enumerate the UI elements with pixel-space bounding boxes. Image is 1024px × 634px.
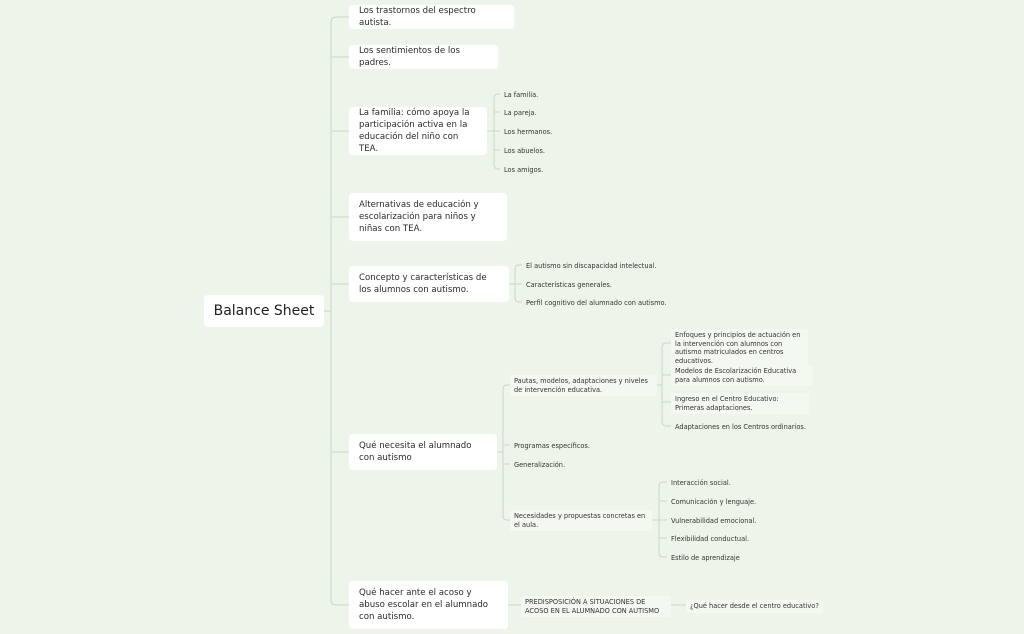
topic-que-necesita[interactable]: Qué necesita el alumnado con autismo <box>349 434 497 470</box>
subtopic-necesidades-propuestas[interactable]: Necesidades y propuestas concretas en el aula. <box>510 510 652 531</box>
subtopic-autismo-sin-discapacidad[interactable]: El autismo sin discapacidad intelectual. <box>522 260 660 273</box>
subtopic-enfoques-principios[interactable]: Enfoques y principios de actuación en la intervención con alumnos con autismo matriculados en centros educativos. <box>671 329 808 367</box>
subtopic-ingreso-centro[interactable]: Ingreso en el Centro Educativo: Primeras adaptaciones. <box>671 393 809 414</box>
topic-concepto[interactable]: Concepto y características de los alumnos con autismo. <box>349 266 509 302</box>
subtopic-los-abuelos[interactable]: Los abuelos. <box>500 145 549 158</box>
subtopic-pautas-modelos[interactable]: Pautas, modelos, adaptaciones y niveles de intervención educativa. <box>510 375 657 396</box>
topic-alternativas[interactable]: Alternativas de educación y escolarización para niños y niñas con TEA. <box>349 193 507 241</box>
subtopic-caracteristicas-generales[interactable]: Características generales. <box>522 279 616 292</box>
subtopic-modelos-escolarizacion[interactable]: Modelos de Escolarización Educativa para alumnos con autismo. <box>671 365 813 386</box>
subtopic-predisposicion-acoso[interactable]: PREDISPOSICIÓN A SITUACIONES DE ACOSO EN EL ALUMNADO CON AUTISMO <box>521 596 671 617</box>
subtopic-interaccion-social[interactable]: Interacción social. <box>667 477 735 490</box>
root-node[interactable]: Balance Sheet <box>204 295 324 327</box>
topic-trastornos[interactable]: Los trastornos del espectro autista. <box>349 5 514 29</box>
subtopic-adaptaciones-ordinarios[interactable]: Adaptaciones en los Centros ordinarios. <box>671 421 810 434</box>
topic-familia[interactable]: La familia: cómo apoya la participación activa en la educación del niño con TEA. <box>349 107 487 155</box>
subtopic-los-hermanos[interactable]: Los hermanos. <box>500 126 556 139</box>
subtopic-la-familia[interactable]: La familia. <box>500 89 542 102</box>
subtopic-que-hacer-centro[interactable]: ¿Qué hacer desde el centro educativo? <box>686 600 823 613</box>
subtopic-vulnerabilidad-emocional[interactable]: Vulnerabilidad emocional. <box>667 515 760 528</box>
subtopic-estilo-aprendizaje[interactable]: Estilo de aprendizaje <box>667 552 744 565</box>
subtopic-flexibilidad-conductual[interactable]: Flexibilidad conductual. <box>667 533 753 546</box>
subtopic-programas-especificos[interactable]: Programas específicos. <box>510 440 594 453</box>
topic-acoso[interactable]: Qué hacer ante el acoso y abuso escolar en el alumnado con autismo. <box>349 581 508 629</box>
subtopic-la-pareja[interactable]: La pareja. <box>500 107 541 120</box>
subtopic-comunicacion-lenguaje[interactable]: Comunicación y lenguaje. <box>667 496 760 509</box>
subtopic-los-amigos[interactable]: Los amigos. <box>500 164 547 177</box>
subtopic-perfil-cognitivo[interactable]: Perfil cognitivo del alumnado con autismo. <box>522 297 671 310</box>
topic-sentimientos[interactable]: Los sentimientos de los padres. <box>349 45 498 69</box>
subtopic-generalizacion[interactable]: Generalización. <box>510 459 569 472</box>
